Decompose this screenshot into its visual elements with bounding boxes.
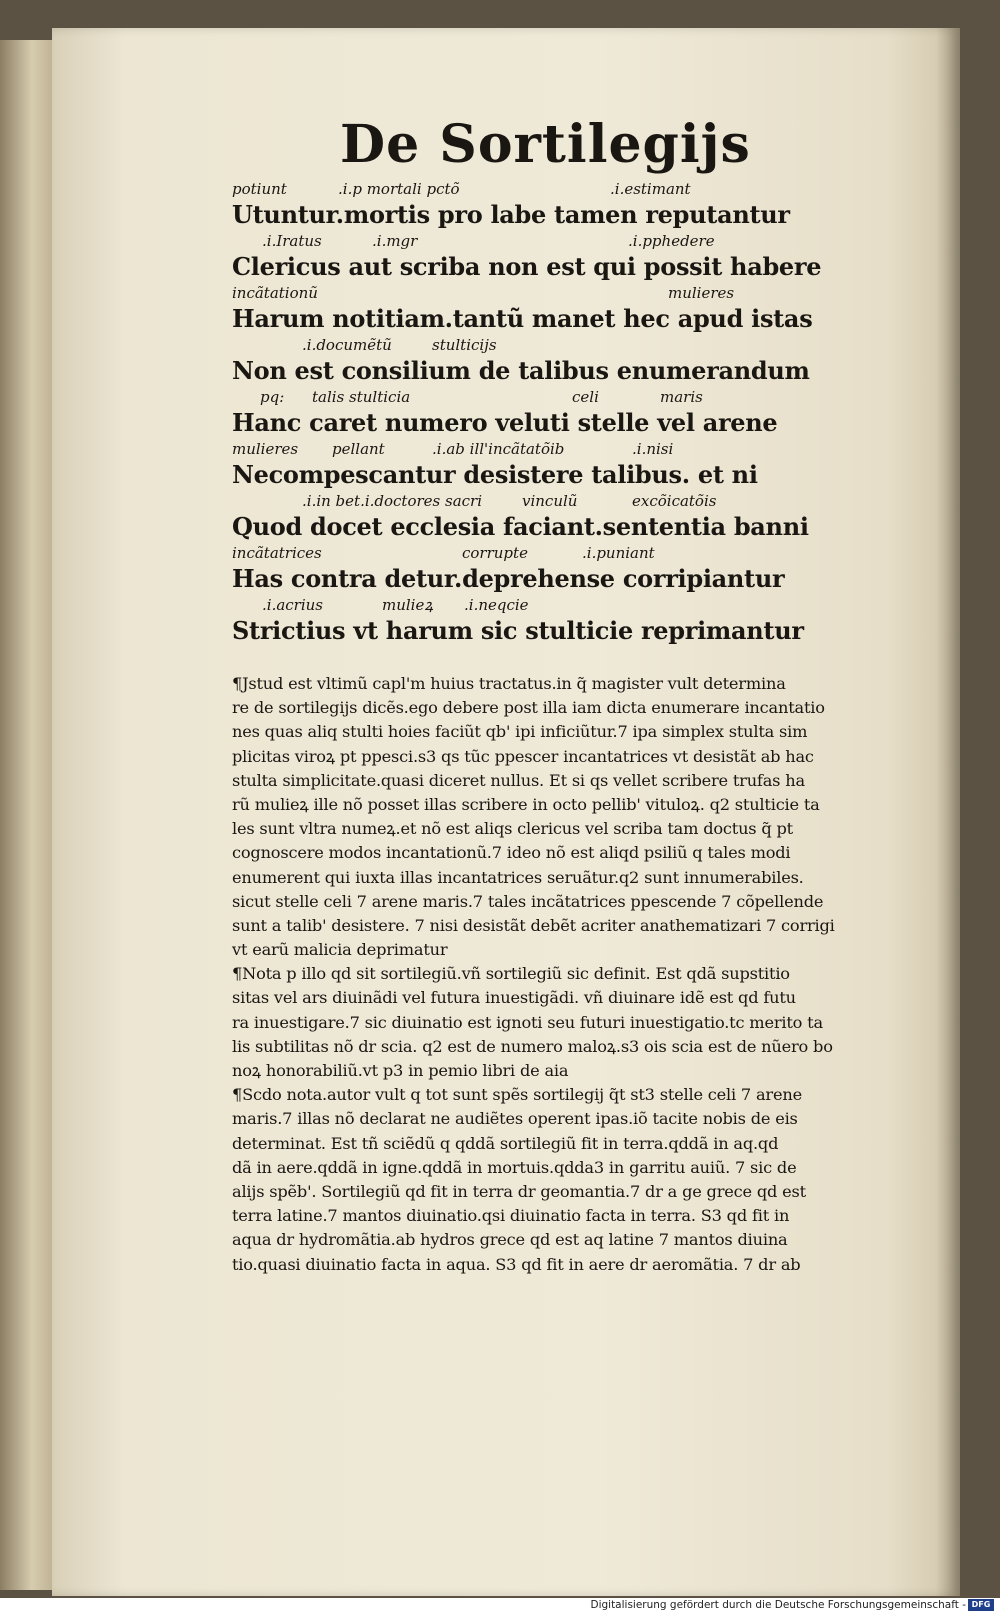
gloss-word: vinculũ [522, 492, 578, 510]
commentary-line: sicut stelle celi 7 arene maris.7 tales incãtatrices ppescende 7 cõpellende [232, 891, 824, 911]
commentary-line: sunt a talib' desistere. 7 nisi desistãt debẽt acriter anathematizari 7 corrigi [232, 915, 835, 935]
page-gutter-shadow [936, 28, 960, 1596]
commentary-line: rũ mulieꝝ ille nõ posset illas scribere in octo pellib' vituloꝝ. q2 stulticie ta [232, 794, 820, 814]
gloss-word: .i.mgr [372, 232, 418, 250]
commentary-line: vt earũ malicia deprimatur [232, 940, 448, 960]
verse-line: Has contra detur.deprehense corripiantur [232, 564, 785, 593]
verse-line: Quod docet ecclesia faciant.sententia banni [232, 512, 809, 541]
interlinear-gloss [232, 384, 832, 410]
gloss-word: talis stulticia [312, 388, 411, 406]
footer-bar [0, 1598, 1000, 1612]
gloss-word: incãtationũ [232, 284, 318, 302]
commentary-line: re de sortilegijs dicẽs.ego debere post illa iam dicta enumerare incantatio [232, 698, 825, 718]
interlinear-gloss [232, 332, 832, 358]
verse-block [232, 176, 832, 644]
commentary-line: sitas vel ars diuinãdi vel futura inuestigãdi. vñ diuinare idẽ est qd futu [232, 988, 796, 1008]
gloss-word: stulticijs [432, 336, 497, 354]
gloss-word: mulieres [232, 440, 299, 458]
gloss-word: pellant [332, 440, 385, 458]
gloss-word: .i.puniant [582, 544, 655, 562]
commentary-block [232, 672, 922, 1277]
commentary-line: aqua dr hydromãtia.ab hydros grece qd est aq latine 7 mantos diuina [232, 1230, 788, 1250]
commentary-line: dã in aere.qddã in igne.qddã in mortuis.qdda3 in garritu auiũ. 7 sic de [232, 1157, 797, 1177]
verse-line: Clericus aut scriba non est qui possit habere [232, 252, 822, 281]
gloss-word: .i.documẽtũ [302, 336, 392, 354]
gloss-word: .i.estimant [610, 180, 691, 198]
footer-credit: Digitalisierung gefördert durch die Deutsche Forschungsgemeinschaft - [590, 1599, 966, 1611]
interlinear-gloss [232, 592, 832, 618]
commentary-line: plicitas viroꝝ pt ppesci.s3 qs tũc ppescer incantatrices vt desistãt ab hac [232, 746, 814, 766]
dfg-logo: DFG [968, 1599, 994, 1611]
commentary-line: ¶Scdo nota.autor vult q tot sunt spẽs sortilegij q̃t st3 stelle celi 7 arene [232, 1085, 802, 1105]
verse-line: Utuntur.mortis pro labe tamen reputantur [232, 200, 790, 229]
commentary-line: ¶Nota p illo qd sit sortilegiũ.vñ sortilegiũ sic definit. Est qdã supstitio [232, 964, 790, 984]
gloss-word: potiunt [232, 180, 287, 198]
gloss-word: .i.p mortali pctõ [338, 180, 460, 198]
verse-line: Non est consilium de talibus enumerandum [232, 356, 810, 385]
gloss-word: .i.in bet.i.doctores sacri [302, 492, 483, 510]
gloss-word: mulieꝝ [382, 596, 434, 614]
gloss-word: incãtatrices [232, 544, 322, 562]
gloss-word: .i.acrius [262, 596, 324, 614]
commentary-line: alijs spẽb'. Sortilegiũ qd fit in terra dr geomantia.7 dr a ge grece qd est [232, 1181, 806, 1201]
gloss-word: excõicatõis [632, 492, 717, 510]
interlinear-gloss [232, 176, 832, 202]
commentary-line: nes quas aliq stulti hoies faciũt qb' ipi inficiũtur.7 ipa simplex stulta sim [232, 722, 808, 742]
gloss-word: mulieres [668, 284, 735, 302]
interlinear-gloss [232, 280, 832, 306]
gloss-word: .i.neqcie [464, 596, 529, 614]
commentary-line: terra latine.7 mantos diuinatio.qsi diuinatio facta in terra. S3 qd fit in [232, 1206, 790, 1226]
gloss-word: corrupte [462, 544, 528, 562]
commentary-line: maris.7 illas nõ declarat ne audiẽtes operent ipas.iõ tacite nobis de eis [232, 1109, 798, 1129]
commentary-line: ra inuestigare.7 sic diuinatio est ignoti seu futuri inuestigatio.tc merito ta [232, 1012, 823, 1032]
gloss-word: maris [660, 388, 703, 406]
verse-line: Necompescantur desistere talibus. et ni [232, 460, 758, 489]
verse-line: Hanc caret numero veluti stelle vel arene [232, 408, 778, 437]
previous-leaf-edge [0, 40, 58, 1590]
gloss-word: .i.Iratus [262, 232, 322, 250]
gloss-word: pq: [260, 388, 285, 406]
interlinear-gloss [232, 228, 832, 254]
commentary-line: ¶Jstud est vltimũ capl'm huius tractatus.in q̃ magister vult determina [232, 674, 786, 693]
commentary-line: stulta simplicitate.quasi diceret nullus. Et si qs vellet scribere trufas ha [232, 770, 805, 790]
commentary-line: lis subtilitas nõ dr scia. q2 est de numero maloꝝ.s3 ois scia est de nũero bo [232, 1036, 833, 1056]
page-title: De Sortilegijs [340, 114, 751, 175]
commentary-line: enumerent qui iuxta illas incantatrices seruãtur.q2 sunt innumerabiles. [232, 867, 804, 887]
commentary-line: noꝝ honorabiliũ.vt p3 in pemio libri de aia [232, 1061, 569, 1080]
commentary-line: les sunt vltra numeꝝ.et nõ est aliqs clericus vel scriba tam doctus q̃ pt [232, 819, 793, 839]
gloss-word: .i.nisi [632, 440, 674, 458]
verse-line: Strictius vt harum sic stulticie reprimantur [232, 616, 804, 645]
gloss-word: .i.pphedere [628, 232, 715, 250]
verse-line: Harum notitiam.tantũ manet hec apud istas [232, 304, 813, 333]
gloss-word: celi [572, 388, 599, 406]
interlinear-gloss [232, 488, 832, 514]
commentary-line: cognoscere modos incantationũ.7 ideo nõ est aliqd psiliũ q tales modi [232, 843, 791, 863]
gloss-word: .i.ab ill'incãtatõib [432, 440, 565, 458]
interlinear-gloss [232, 436, 832, 462]
interlinear-gloss [232, 540, 832, 566]
commentary-line: tio.quasi diuinatio facta in aqua. S3 qd fit in aere dr aeromãtia. 7 dr ab [232, 1254, 801, 1274]
commentary-line: determinat. Est tñ sciẽdũ q qddã sortilegiũ fit in terra.qddã in aq.qd [232, 1133, 779, 1153]
